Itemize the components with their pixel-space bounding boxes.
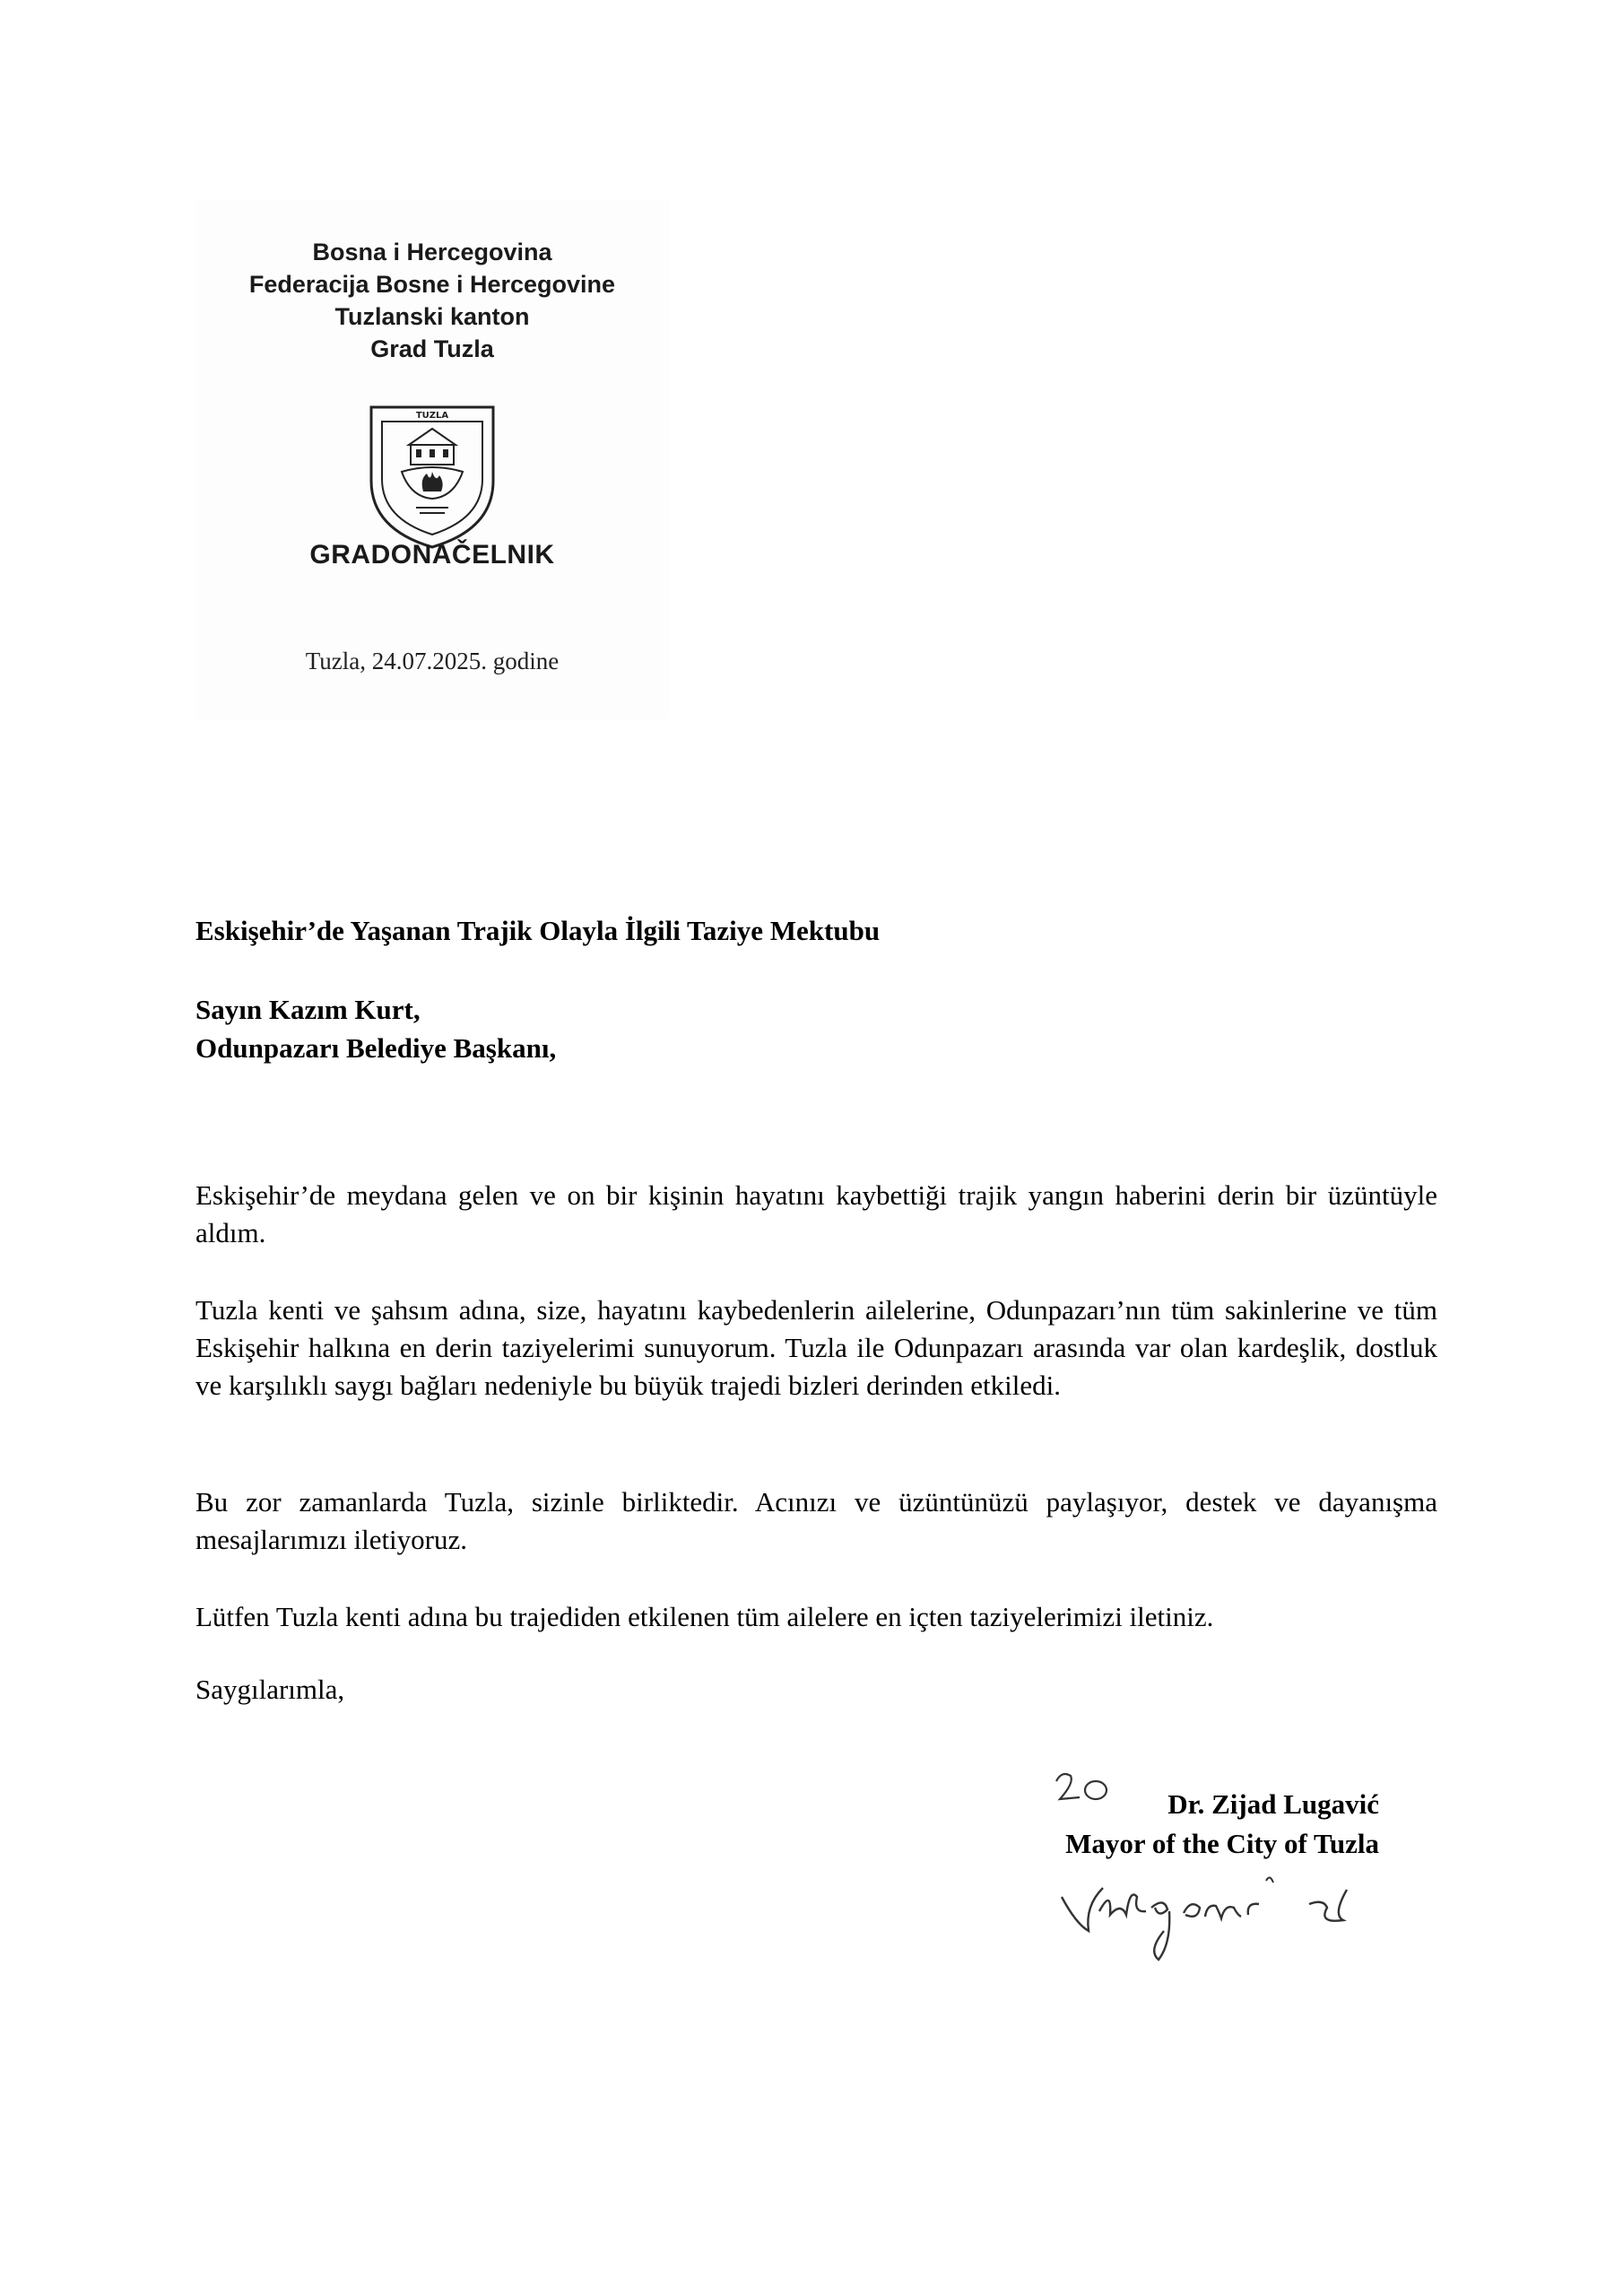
signer-name: Dr. Zijad Lugavić: [1167, 1788, 1379, 1820]
salutation-position: Odunpazarı Belediye Başkanı,: [195, 1032, 557, 1064]
letter-date: Tuzla, 24.07.2025. godine: [305, 648, 560, 674]
letterhead-country: Bosna i Hercegovina: [312, 239, 552, 265]
signer-block: [986, 1785, 1379, 1864]
tuzla-city-crest-icon: [360, 395, 504, 551]
paragraph: Tuzla kenti ve şahsım adına, size, hayatını kaybedenlerin ailelerine, Odunpazarı’nın tüm sakinlerine ve tüm Eskişehir halkına en derin taziyelerimi sunuyorum. Tuzla ile Odunpazarı arasında var olan kardeşlik, dostluk ve karşılıklı saygı bağları nedeniyle bu büyük trajedi bizleri derinden etkiledi.: [195, 1294, 1437, 1401]
salutation: [195, 990, 556, 1067]
letterhead-city: Grad Tuzla: [370, 335, 494, 362]
letterhead-canton: Tuzlanski kanton: [334, 303, 530, 330]
paragraph: Eskişehir’de meydana gelen ve on bir kişinin hayatını kaybettiği trajik yangın haberini derin bir üzüntüyle aldım.: [195, 1179, 1437, 1248]
closing: Saygılarımla,: [195, 1674, 345, 1705]
salutation-name: Sayın Kazım Kurt,: [195, 994, 421, 1025]
letterhead-federation: Federacija Bosne i Hercegovine: [248, 271, 616, 298]
letterhead-office: GRADONAČELNIK: [309, 540, 555, 570]
handwritten-signature: [1058, 1861, 1390, 1969]
paragraph: Bu zor zamanlarda Tuzla, sizinle birliktedir. Acınızı ve üzüntünüzü paylaşıyor, destek ve dayanışma mesajlarımızı iletiyoruz.: [195, 1486, 1437, 1555]
letter-title: Eskişehir’de Yaşanan Trajik Olayla İlgili Taziye Mektubu: [195, 915, 881, 946]
signer-title: Mayor of the City of Tuzla: [1065, 1828, 1379, 1859]
paragraph: Lütfen Tuzla kenti adına bu trajediden etkilenen tüm ailelere en içten taziyelerimizi iletiniz.: [195, 1601, 1214, 1632]
svg-text:TUZLA: TUZLA: [415, 411, 449, 421]
letterhead: [195, 199, 669, 719]
